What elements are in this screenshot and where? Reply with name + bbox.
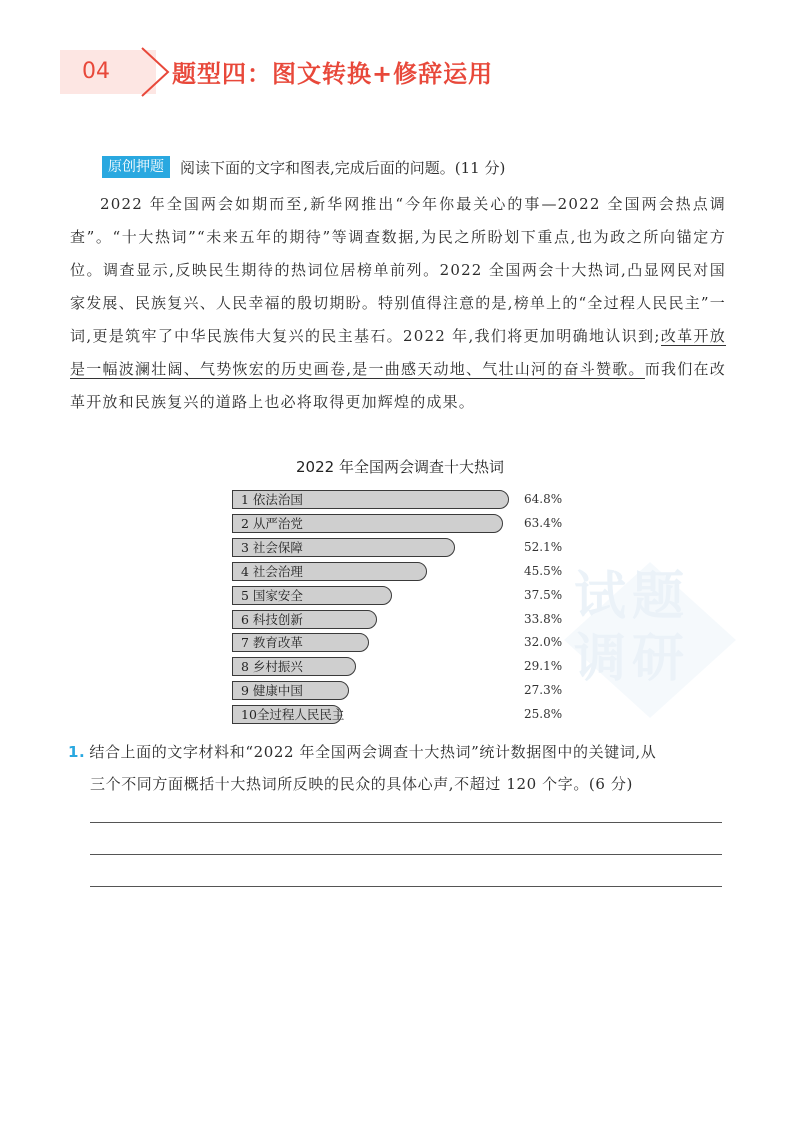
chart-bar (232, 705, 345, 724)
chart-bar (232, 681, 349, 700)
passage-text-1: 2022 年全国两会如期而至,新华网推出“今年你最关心的事—2022 全国两会热点调查”。“十大热词”“未来五年的期待”等调查数据,为民之所盼划下重点,也为政之所向锚定方位。调查显示,反映民生期待的热词位居榜单前列。2022 全国两会十大热词,凸显网民对国家发展、民族复兴、人民幸福的殷切期盼。特别值得注意的是,榜单上的“全过程人民民主”一词,更是筑牢了中华民族伟大复兴的民主基石。2022 年,我们将更加明确地认识到; (70, 195, 726, 345)
chart-title: 2022 年全国两会调查十大热词 (296, 458, 504, 476)
chart-value-label: 29.1% (524, 659, 563, 674)
chart-value-label: 33.8% (524, 611, 563, 626)
chart-value-label: 63.4% (524, 515, 563, 530)
chart-bar-label: 10全过程人民民主 (241, 707, 345, 723)
chart-value-label: 37.5% (524, 587, 563, 602)
chart-bar-label: 8 乡村振兴 (241, 659, 303, 675)
chart-bar-label: 6 科技创新 (241, 611, 303, 627)
chart-bar-label: 4 社会治理 (241, 563, 303, 579)
chart-value-label: 64.8% (524, 492, 563, 506)
original-question-tag: 原创押题 (102, 156, 170, 178)
chart-bar (232, 633, 369, 652)
chart-bar (232, 490, 509, 509)
section-title: 题型四：图文转换+修辞运用 (172, 60, 494, 88)
chart-value-label: 27.3% (524, 683, 563, 698)
chart-bar-label: 9 健康中国 (241, 683, 303, 699)
chart-bar (232, 610, 377, 629)
chevron-right-icon (138, 46, 172, 98)
hot-words-bar-chart (0, 480, 800, 730)
section-header (0, 0, 800, 120)
watermark-text-2: 调研 (574, 629, 691, 689)
question-text-line-1: 结合上面的文字材料和“2022 年全国两会调查十大热词”统计数据图中的关键词,从 (89, 743, 657, 761)
question-text-line-2: 三个不同方面概括十大热词所反映的民众的具体心声,不超过 120 个字。(6 分) (90, 775, 633, 793)
chart-bar (232, 657, 356, 676)
chart-bar-label: 2 从严治党 (241, 515, 303, 531)
chart-bar (232, 586, 392, 605)
instruction-text: 阅读下面的文字和图表,完成后面的问题。(11 分) (180, 159, 506, 177)
chart-value-label: 25.8% (524, 707, 563, 722)
chart-bar (232, 562, 427, 581)
underlined-sentence: 改革开放是一幅波澜壮阔、气势恢宏的历史画卷,是一曲感天动地、气壮山河的奋斗赞歌。 (70, 327, 726, 378)
chart-value-label: 52.1% (524, 539, 563, 554)
answer-line[interactable] (90, 854, 722, 855)
chart-bar-label: 5 国家安全 (241, 587, 303, 603)
answer-line[interactable] (90, 886, 722, 887)
chart-bar-label: 1 依法治国 (241, 492, 303, 507)
chart-bar-label: 7 教育改革 (241, 635, 303, 651)
intro-line (102, 156, 505, 180)
chart-bar (232, 538, 455, 557)
question-number: 1. (68, 743, 86, 761)
reading-passage (70, 188, 726, 419)
question-1 (68, 736, 748, 800)
passage-text-2: 而我们在改革开放和民族复兴的道路上也必将取得更加辉煌的成果。 (70, 360, 726, 411)
chart-value-label: 32.0% (524, 635, 563, 650)
chart-bar-label: 3 社会保障 (241, 539, 303, 555)
chart-value-label: 45.5% (524, 563, 563, 578)
answer-line[interactable] (90, 822, 722, 823)
chart-bar (232, 514, 503, 533)
passage-paragraph (70, 188, 726, 419)
section-number: 04 (60, 50, 156, 94)
watermark-text-1: 试题 (574, 567, 691, 627)
